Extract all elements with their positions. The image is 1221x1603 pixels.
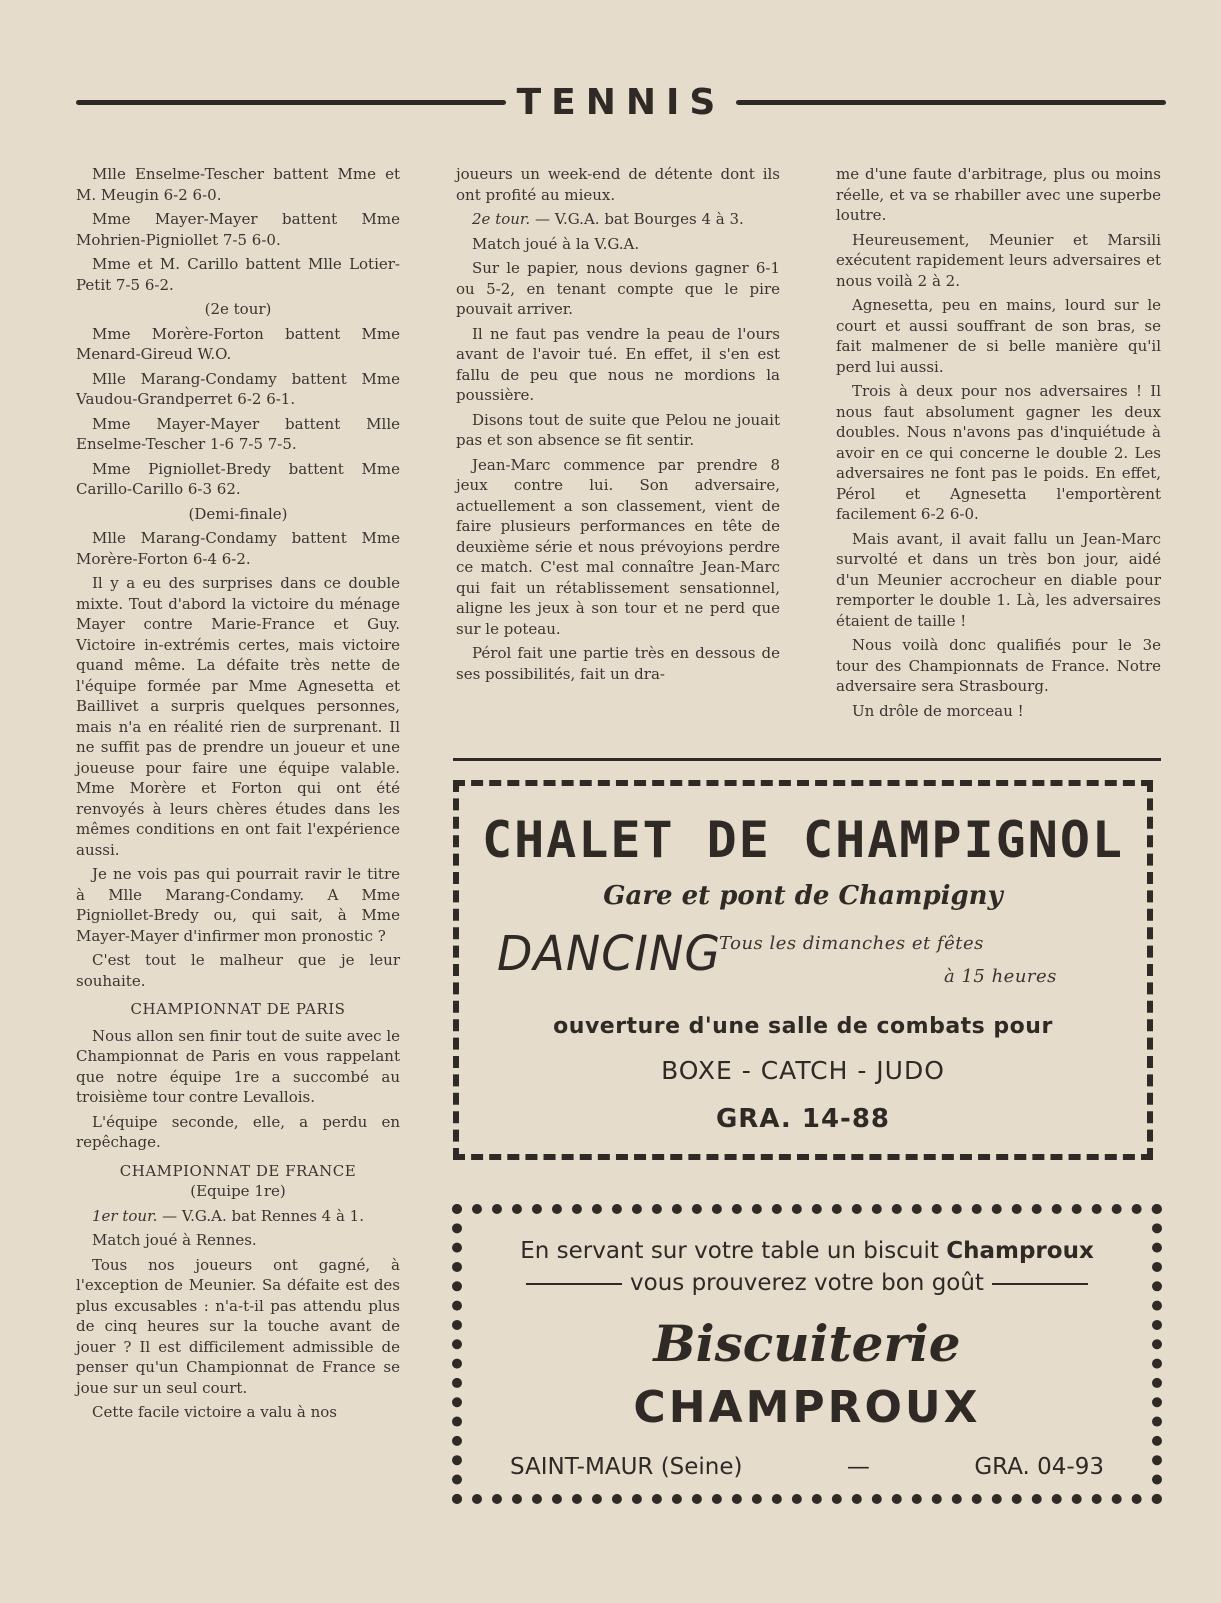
paragraph: L'équipe seconde, elle, a perdu en repêchage. bbox=[76, 1112, 400, 1151]
ad-subtitle: Gare et pont de Champigny bbox=[603, 881, 1003, 911]
article-column-1 bbox=[76, 164, 400, 1427]
ad-sports: BOXE - CATCH - JUDO bbox=[661, 1056, 945, 1085]
ad-title: CHALET DE CHAMPIGNOL bbox=[481, 811, 1125, 869]
paragraph: Nous voilà donc qualifiés pour le 3e tour des Championnats de France. Notre adversaire sera Strasbourg. bbox=[836, 636, 1161, 695]
round-heading: (Demi-finale) bbox=[188, 504, 288, 523]
ad-tagline-1 bbox=[462, 1238, 1152, 1264]
paragraph: Mme Morère-Forton battent Mme Menard-Gireud W.O. bbox=[76, 324, 400, 363]
paragraph: Un drôle de morceau ! bbox=[852, 701, 1024, 720]
paragraph: Sur le papier, nous devions gagner 6-1 ou 5-2, en tenant compte que le pire pouvait arriver. bbox=[456, 259, 780, 318]
article-column-2 bbox=[456, 164, 780, 688]
header-rule-left bbox=[76, 100, 506, 105]
round-result: — V.G.A. bat Rennes 4 à 1. bbox=[162, 1206, 364, 1225]
paragraph bbox=[456, 209, 780, 230]
championship-heading: CHAMPIONNAT DE FRANCE bbox=[119, 1161, 357, 1180]
round-heading: (2e tour) bbox=[204, 300, 272, 318]
ad-schedule-days: Tous les dimanches et fêtes bbox=[719, 933, 984, 954]
ad-phone: GRA. 04-93 bbox=[974, 1454, 1104, 1480]
paragraph: C'est tout le malheur que je leur souhaite. bbox=[76, 951, 400, 990]
paragraph: Il y a eu des surprises dans ce double mixte. Tout d'abord la victoire du ménage Mayer contre Marie-France et Guy. Victoire in-extrémis certes, mais victoire quand même. La défaite très nette de l'équipe formée par Mme Agnesetta et Baillivet a surpris quelques personnes, mais n'a en réalité rien de surprenant. Il ne suffit pas de prendre un joueur et une joueuse pour faire une équipe valable. Mme Morère et Forton qui ont été renvoyés à leurs chères études dans les mêmes conditions en ont fait l'expérience aussi. bbox=[76, 574, 400, 859]
ad-tagline-text: vous prouverez votre bon goût bbox=[630, 1270, 984, 1296]
ad-footer bbox=[510, 1454, 1104, 1480]
paragraph: Agnesetta, peu en mains, lourd sur le court et aussi souffrant de son bras, se fait malmener de si belle manière qu'il perd lui aussi. bbox=[836, 296, 1161, 376]
article-column-3 bbox=[836, 164, 1161, 725]
header-rule-right bbox=[736, 100, 1166, 105]
paragraph: Mais avant, il avait fallu un Jean-Marc survolté et dans un très bon jour, aidé d'un Meunier accrocheur en diable pour remporter le double 1. Là, les adversaires étaient de taille ! bbox=[836, 529, 1161, 630]
ad-brand-name: CHAMPROUX bbox=[633, 1382, 981, 1433]
ad-schedule-time: à 15 heures bbox=[944, 966, 1057, 987]
paragraph: Mme et M. Carillo battent Mlle Lotier-Petit 7-5 6-2. bbox=[76, 255, 400, 294]
paragraph: Mme Mayer-Mayer battent Mme Mohrien-Pigniollet 7-5 6-0. bbox=[76, 210, 400, 249]
paragraph: Trois à deux pour nos adversaires ! Il nous faut absolument gagner les deux doubles. Nous n'avons pas d'inquiétude à avoir en ce qui concerne le double 2. Les adversaires ne font pas le poids. En effet, Pérol et Agnesetta l'emportèrent facilement 6-2 6-0. bbox=[836, 382, 1161, 523]
paragraph: Disons tout de suite que Pelou ne jouait pas et son absence se fit sentir. bbox=[456, 410, 780, 449]
ad-brand-script: Biscuiterie bbox=[653, 1314, 961, 1373]
paragraph: Mme Pigniollet-Bredy battent Mme Carillo-Carillo 6-3 62. bbox=[76, 459, 400, 498]
championship-heading: CHAMPIONNAT DE PARIS bbox=[130, 1000, 346, 1018]
paragraph: Pérol fait une partie très en dessous de ses possibilités, fait un dra- bbox=[456, 644, 780, 683]
paragraph: Tous nos joueurs ont gagné, à l'exception de Meunier. Sa défaite est des plus excusables : n'a-t-il pas attendu plus de cinq heures sur la touche avant de jouer ? Il est difficilement admissible de penser qu'un Championnat de France se joue sur un seul court. bbox=[76, 1255, 400, 1397]
ad-tagline-brand: Champroux bbox=[946, 1238, 1094, 1264]
tagline-rule bbox=[526, 1283, 622, 1285]
paragraph: Heureusement, Meunier et Marsili exécutent rapidement leurs adversaires et nous voilà 2 à 2. bbox=[836, 230, 1161, 290]
round-label: 1er tour. bbox=[92, 1206, 158, 1225]
paragraph: Il ne faut pas vendre la peau de l'ours avant de l'avoir tué. En effet, il s'en est fallu de peu que nous ne mordions la poussière. bbox=[456, 324, 780, 404]
paragraph: Match joué à Rennes. bbox=[92, 1231, 257, 1249]
ad-separator: — bbox=[846, 1454, 870, 1480]
advertisement-biscuiterie bbox=[452, 1204, 1162, 1504]
paragraph: Nous allon sen finir tout de suite avec le Championnat de Paris en vous rappelant que notre équipe 1re a succombé au troisième tour contre Levallois. bbox=[76, 1026, 400, 1106]
paragraph: Mlle Marang-Condamy battent Mme Morère-Forton 6-4 6-2. bbox=[76, 529, 400, 568]
paragraph: me d'une faute d'arbitrage, plus ou moins réelle, et va se rhabiller avec une superbe loutre. bbox=[836, 165, 1161, 224]
advertisement-chalet bbox=[453, 780, 1153, 1160]
tagline-rule bbox=[992, 1283, 1088, 1285]
paragraph: Cette facile victoire a valu à nos bbox=[92, 1403, 337, 1421]
ad-tagline-text: En servant sur votre table un biscuit bbox=[520, 1238, 939, 1264]
ad-dancing: DANCING bbox=[497, 924, 722, 982]
column-divider bbox=[453, 758, 1161, 761]
ad-tagline-2 bbox=[462, 1270, 1152, 1296]
paragraph: Je ne vois pas qui pourrait ravir le titre à Mlle Marang-Condamy. A Mme Pigniollet-Bredy ou, qui sait, à Mme Mayer-Mayer d'infirmer mon pronostic ? bbox=[76, 865, 400, 945]
round-result: — V.G.A. bat Bourges 4 à 3. bbox=[534, 210, 744, 228]
paragraph bbox=[76, 1206, 400, 1227]
ad-phone: GRA. 14-88 bbox=[715, 1104, 891, 1134]
paragraph: Jean-Marc commence par prendre 8 jeux contre lui. Son adversaire, actuellement a son classement, vient de faire plusieurs performances en tête de deuxième série et nous prévoyions perdre ce match. C'est mal connaître Jean-Marc qui fait un rétablissement sensationnel, aligne les jeux à son tour et ne perd que sur le poteau. bbox=[456, 455, 780, 638]
paragraph: Mlle Enselme-Tescher battent Mme et M. Meugin 6-2 6-0. bbox=[76, 165, 400, 204]
ad-location: SAINT-MAUR (Seine) bbox=[510, 1454, 743, 1480]
section-header bbox=[76, 82, 1166, 122]
paragraph: joueurs un week-end de détente dont ils ont profité au mieux. bbox=[456, 165, 780, 204]
paragraph: Match joué à la V.G.A. bbox=[472, 234, 640, 253]
ad-combats: ouverture d'une salle de combats pour bbox=[553, 1014, 1053, 1039]
team-heading: (Equipe 1re) bbox=[190, 1182, 286, 1200]
round-label: 2e tour. bbox=[472, 210, 531, 228]
paragraph: Mme Mayer-Mayer battent Mlle Enselme-Tescher 1-6 7-5 7-5. bbox=[76, 414, 400, 453]
section-title: TENNIS bbox=[516, 82, 726, 123]
paragraph: Mlle Marang-Condamy battent Mme Vaudou-Grandperret 6-2 6-1. bbox=[76, 369, 400, 408]
